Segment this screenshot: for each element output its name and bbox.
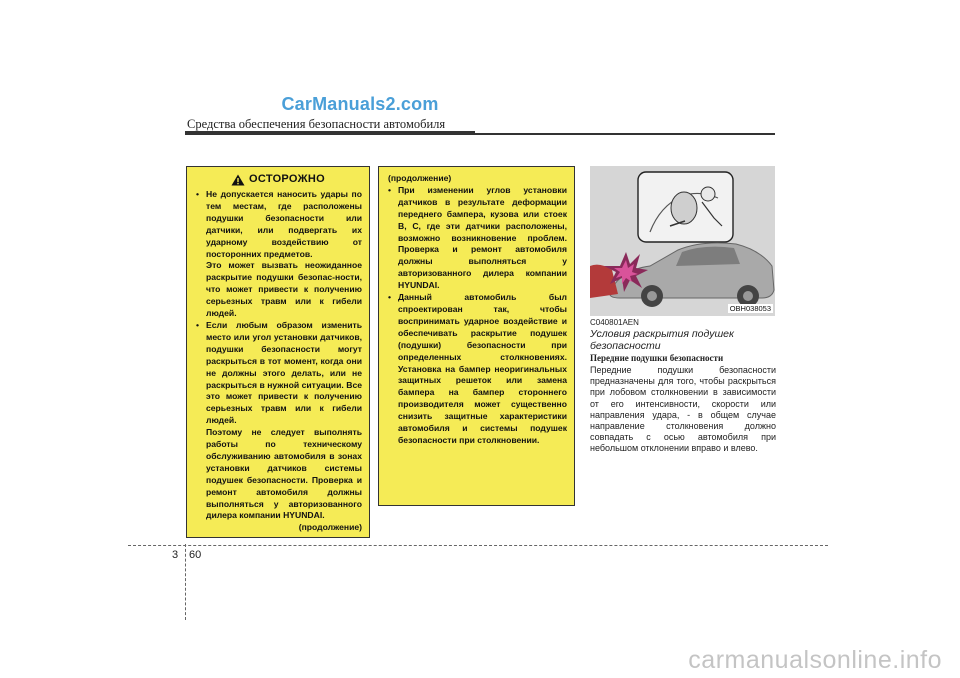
warning-bullet-1: • Не допускается наносить удары по тем местам, где расположены подушки безопасности или датчики, или подвергать их ударному воздействию от посторонних предметов. [194, 189, 362, 260]
page-number: 60 [189, 549, 202, 561]
continued-header: (продолжение) [388, 173, 452, 183]
section-code: C040801AEN [590, 318, 639, 327]
continued-note: (продолжение) [298, 522, 362, 533]
warning-box-middle [378, 166, 575, 506]
warning-paragraph-1: Это может вызвать неожиданное раскрытие подушки безопас-ности, что может привести к получению серьезных травм или к гибели людей. [206, 260, 362, 319]
watermark-top: CarManuals2.com [281, 94, 439, 114]
warning-triangle-icon [231, 174, 245, 186]
collision-drawing [590, 166, 775, 316]
section-title: Условия раскрытия подушек безопасности [590, 328, 734, 352]
page-header-title: Средства обеспечения безопасности автомобиля [187, 117, 446, 131]
warning-bullet-4: • Данный автомобиль был спроектирован так, чтобы воспринимать ударное воздействие и обеспечивать раскрытие подушек (подушки) безопасности при определенных столкновениях. Установка на бампер неоригинальных защитных решеток или замена бампера на бампер стороннего производителя может существенно снизить защитные характеристики автомобиля и системы подушек безопасности при столкновении. [386, 292, 567, 447]
warning-bullet-3: • При изменении углов установки датчиков в результате деформации переднего бампера, кузова или стоек B, C, где эти датчики расположены, возможно возникновение проблем. Проверка и ремонт автомобиля должны выполняться у авторизованного дилера компании HYUNDAI. [386, 185, 567, 292]
warning-box-left [186, 166, 370, 538]
header-rule-thick [185, 131, 475, 135]
image-code: OBH038053 [729, 304, 771, 313]
airbag-illustration [590, 166, 775, 316]
warning-title-text: ОСТОРОЖНО [249, 173, 325, 186]
section-subtitle: Передние подушки безопасности [590, 353, 724, 363]
footer-divider [128, 545, 828, 546]
page-section-number: 3 [172, 549, 179, 561]
warning-title [194, 174, 362, 186]
warning-bullet-2: • Если любым образом изменить место или угол установки датчиков, подушки безопасности могут раскрыться в тот момент, когда они не должны этого делать, или не раскрыться в нужной ситуации. Все это может привести к получению серьезных травм или к гибели людей. [194, 320, 362, 427]
footer-vertical-divider [185, 544, 186, 620]
watermark-bottom: carmanualsonline.info [688, 646, 942, 674]
section-body: Передние подушки безопасности предназначены для того, чтобы раскрыться при лобовом столкновении в зависимости от его интенсивности, скорости или направления удара, - в общем случае направление столкновения должно совпадать с осью автомобиля при небольшом отклонении вправо и влево. [590, 365, 776, 454]
warning-paragraph-2: Поэтому не следует выполнять работы по техническому обслуживанию автомобиля в зонах установки датчиков системы подушек безопасности. Проверка и ремонт автомобиля должны выполняться у авторизованного дилера компании HYUNDAI. [206, 427, 362, 521]
